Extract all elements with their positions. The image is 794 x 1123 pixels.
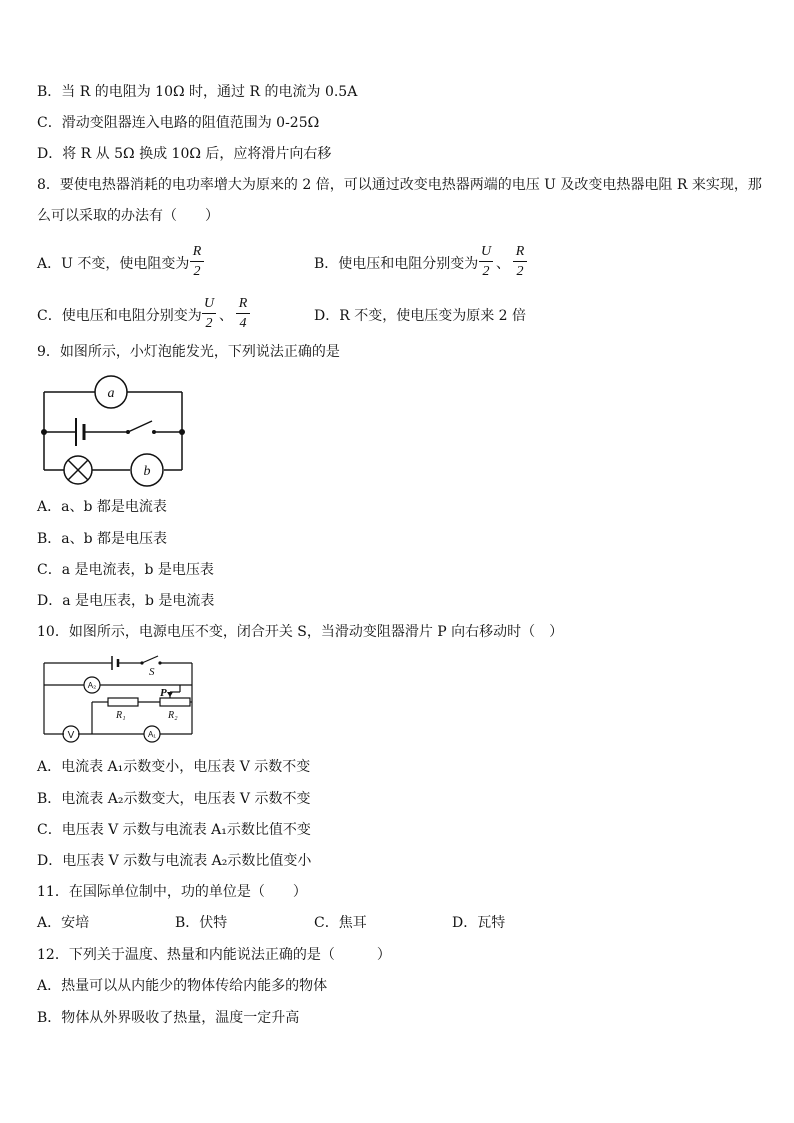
q10-option-d: D．电压表 V 示数与电流表 A₂示数比值变小: [37, 853, 312, 869]
q10-stem: 10．如图所示，电源电压不变，闭合开关 S，当滑动变阻器滑片 P 向右移动时（ ）: [37, 624, 564, 640]
q10-ammeter-a1-label: A₁: [147, 730, 157, 739]
q8-option-c-separator: 、: [219, 308, 233, 324]
q10-voltmeter-label: V: [67, 730, 75, 741]
q8-option-c: C．使电压和电阻分别变为: [37, 308, 202, 324]
q12-option-a: A．热量可以从内能少的物体传给内能多的物体: [37, 978, 328, 994]
q9-meter-a-label: a: [107, 386, 115, 401]
q9-meter-b-label: b: [143, 464, 151, 479]
q8-option-b-fraction-u: U 2: [480, 244, 492, 279]
q8-option-c-fraction-u: U 2: [203, 296, 215, 331]
q8-option-a: A．U 不变，使电阻变为: [37, 256, 190, 272]
q11-option-b: B．伏特: [175, 915, 228, 931]
q8-option-b: B．使电压和电阻分别变为: [314, 256, 479, 272]
q8-option-b-separator: 、: [496, 256, 510, 272]
q8-option-b-fraction-r: R 2: [513, 243, 527, 280]
q10-option-c: C．电压表 V 示数与电流表 A₁示数比值不变: [37, 822, 311, 838]
q9-option-c: C．a 是电流表，b 是电压表: [37, 562, 214, 578]
q9-junction-right: [179, 429, 185, 435]
q12-option-b: B．物体从外界吸收了热量，温度一定升高: [37, 1010, 300, 1026]
q10-slider-label: P: [160, 687, 167, 699]
q7-option-c: C．滑动变阻器连入电路的阻值范围为 0-25Ω: [37, 115, 320, 131]
q10-r1-label: R₁: [116, 710, 126, 721]
q8-stem-line1: 8．要使电热器消耗的电功率增大为原来的 2 倍，可以通过改变电热器两端的电压 U 及改变电热器电阻 R 来实现，那: [37, 177, 762, 193]
q8-option-d: D．R 不变，使电压变为原来 2 倍: [314, 308, 527, 324]
q10-option-a: A．电流表 A₁示数变小，电压表 V 示数不变: [37, 759, 311, 775]
q8-option-c-fraction-r: R 4: [236, 295, 250, 332]
q9-option-b: B．a、b 都是电压表: [37, 531, 168, 547]
q9-option-a: A．a、b 都是电流表: [37, 499, 167, 515]
q7-option-d: D．将 R 从 5Ω 换成 10Ω 后，应将滑片向右移: [37, 146, 332, 162]
q10-ammeter-a2-label: A₂: [87, 681, 97, 690]
q11-stem: 11．在国际单位制中，功的单位是（ ）: [37, 884, 307, 900]
q10-option-b: B．电流表 A₂示数变大，电压表 V 示数不变: [37, 791, 311, 807]
q11-option-d: D．瓦特: [452, 915, 506, 931]
q10-r2-label: R₂: [168, 710, 178, 721]
q8-option-a-fraction: R 2: [190, 243, 204, 280]
q8-stem-line2: 么可以采取的办法有（ ）: [37, 208, 219, 224]
q9-circuit-diagram: [36, 372, 196, 492]
q9-stem: 9．如图所示，小灯泡能发光，下列说法正确的是: [37, 344, 340, 360]
q12-stem: 12．下列关于温度、热量和内能说法正确的是（ ）: [37, 947, 391, 963]
q7-option-b: B．当 R 的电阻为 10Ω 时，通过 R 的电流为 0.5A: [37, 84, 358, 100]
q9-option-d: D．a 是电压表，b 是电流表: [37, 593, 215, 609]
q9-junction-left: [41, 429, 47, 435]
q10-switch-label: S: [149, 666, 155, 678]
q11-option-a: A．安培: [37, 915, 90, 931]
q10-circuit-diagram: [36, 652, 206, 748]
q11-option-c: C．焦耳: [314, 915, 367, 931]
